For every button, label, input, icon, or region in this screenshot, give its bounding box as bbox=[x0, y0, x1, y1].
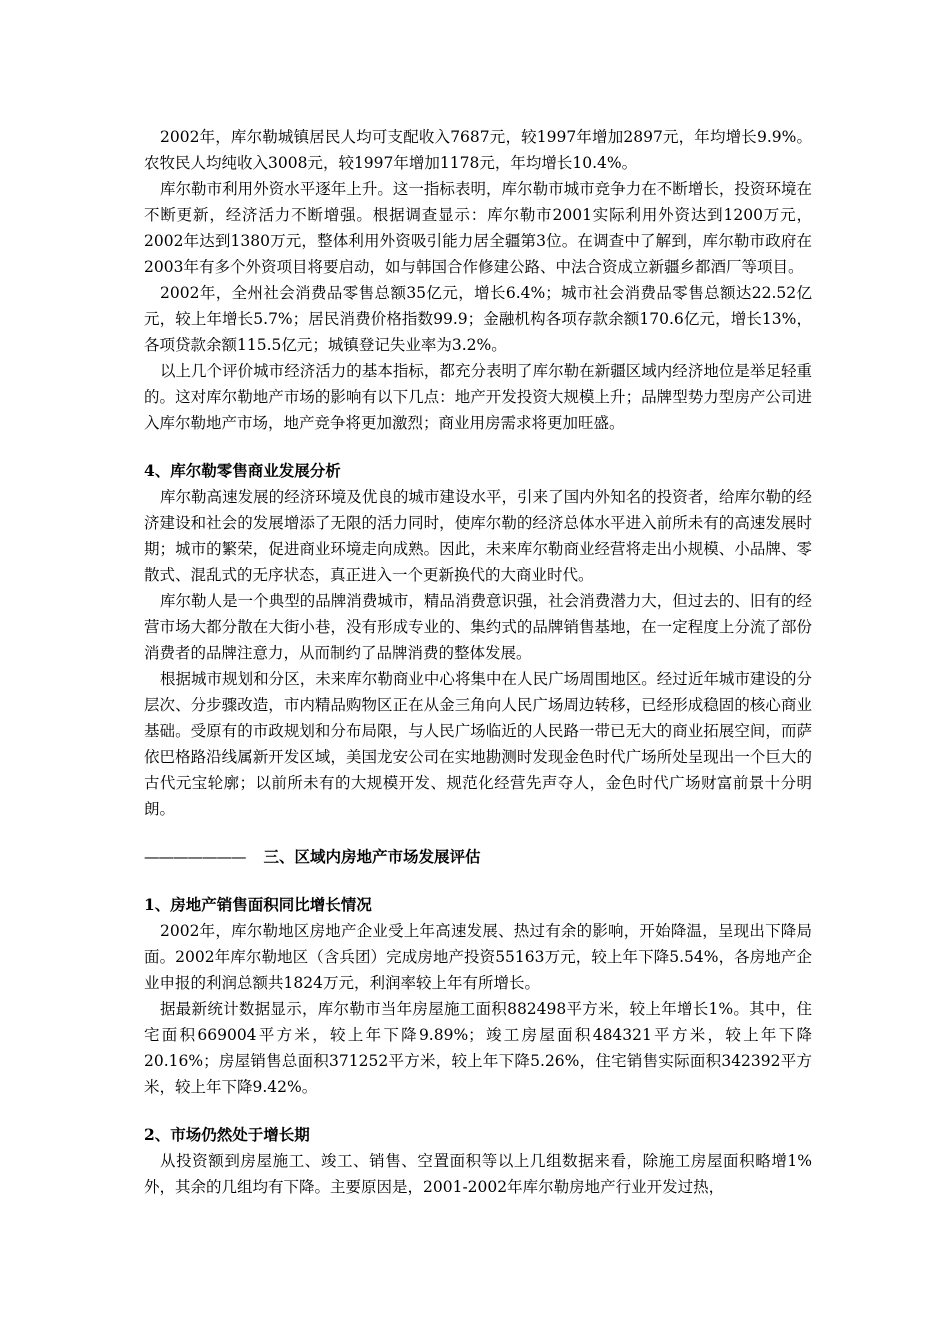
spacer bbox=[144, 1100, 812, 1122]
paragraph-consumption: 2002年，全州社会消费品零售总额35亿元，增长6.4%；城市社会消费品零售总额达22.52亿元，较上年增长5.7%；居民消费价格指数99.9；金融机构各项存款余额170.6亿元，增长13%，各项贷款余额115.5亿元；城镇登记失业率为3.2%。 bbox=[144, 284, 812, 354]
spacer bbox=[144, 870, 812, 892]
paragraph-economic-summary: 以上几个评价城市经济活力的基本指标，都充分表明了库尔勒在新疆区域内经济地位是举足轻重的。这对库尔勒地产市场的影响有以下几点：地产开发投资大规模上升；品牌型势力型房产公司进入库尔勒地产市场，地产竞争将更加激烈；商业用房需求将更加旺盛。 bbox=[144, 362, 812, 432]
paragraph-income: 2002年，库尔勒城镇居民人均可支配收入7687元，较1997年增加2897元，年均增长9.9%。农牧民人均纯收入3008元，较1997年增加1178元，年均增长10.4%。 bbox=[144, 128, 812, 172]
section-title bbox=[144, 844, 812, 870]
paragraph-market-data: 从投资额到房屋施工、竣工、销售、空置面积等以上几组数据来看，除施工房屋面积略增1%外，其余的几组均有下降。主要原因是，2001-2002年库尔勒房地产行业开发过热， bbox=[144, 1152, 812, 1196]
spacer bbox=[144, 436, 812, 458]
document-body bbox=[144, 124, 812, 1200]
heading-market-growth: 2、市场仍然处于增长期 bbox=[144, 1125, 310, 1144]
paragraph-foreign-investment: 库尔勒市利用外资水平逐年上升。这一指标表明，库尔勒市城市竞争力在不断增长，投资环境在不断更新，经济活力不断增强。根据调查显示：库尔勒市2001实际利用外资达到1200万元，2002年达到1380万元，整体利用外资吸引能力居全疆第3位。在调查中了解到，库尔勒市政府在2003年有多个外资项目将要启动，如与韩国合作修建公路、中法合资成立新疆乡都酒厂等项目。 bbox=[144, 180, 812, 276]
heading-sales-area: 1、房地产销售面积同比增长情况 bbox=[144, 895, 372, 914]
paragraph-retail-environment: 库尔勒高速发展的经济环境及优良的城市建设水平，引来了国内外知名的投资者，给库尔勒的经济建设和社会的发展增添了无限的活力同时，使库尔勒的经济总体水平进入前所未有的高速发展时期；城市的繁荣，促进商业环境走向成熟。因此，未来库尔勒商业经营将走出小规模、小品牌、零散式、混乱式的无序状态，真正进入一个更新换代的大商业时代。 bbox=[144, 488, 812, 584]
paragraph-construction-stats: 据最新统计数据显示，库尔勒市当年房屋施工面积882498平方米，较上年增长1%。其中，住宅面积669004平方米，较上年下降9.89%；竣工房屋面积484321平方米，较上年下降20.16%；房屋销售总面积371252平方米，较上年下降5.26%，住宅销售实际面积342392平方米，较上年下降9.42%。 bbox=[144, 1000, 812, 1096]
section-title-text: 三、区域内房地产市场发展评估 bbox=[263, 847, 481, 866]
spacer bbox=[144, 822, 812, 844]
paragraph-commercial-center: 根据城市规划和分区，未来库尔勒商业中心将集中在人民广场周围地区。经过近年城市建设的分层次、分步骤改造，市内精品购物区正在从金三角向人民广场周边转移，已经形成稳固的核心商业基础。受原有的市政规划和分布局限，与人民广场临近的人民路一带已无大的商业拓展空间，而萨依巴格路沿线属新开发区域，美国龙安公司在实地勘测时发现金色时代广场所处呈现出一个巨大的古代元宝轮廓；以前所未有的大规模开发、规范化经营先声夺人，金色时代广场财富前景十分明朗。 bbox=[144, 670, 812, 818]
paragraph-real-estate-investment: 2002年，库尔勒地区房地产企业受上年高速发展、热过有余的影响，开始降温，呈现出下降局面。2002年库尔勒地区（含兵团）完成房地产投资55163万元，较上年下降5.54%，各房地产企业申报的利润总额共1824万元，利润率较上年有所增长。 bbox=[144, 922, 812, 992]
paragraph-brand-consumption: 库尔勒人是一个典型的品牌消费城市，精品消费意识强，社会消费潜力大，但过去的、旧有的经营市场大都分散在大街小巷，没有形成专业的、集约式的品牌销售基地，在一定程度上分流了部份消费者的品牌注意力，从而制约了品牌消费的整体发展。 bbox=[144, 592, 812, 662]
section-dash-rule: ——————— bbox=[144, 848, 246, 866]
heading-retail-analysis: 4、库尔勒零售商业发展分析 bbox=[144, 461, 341, 480]
